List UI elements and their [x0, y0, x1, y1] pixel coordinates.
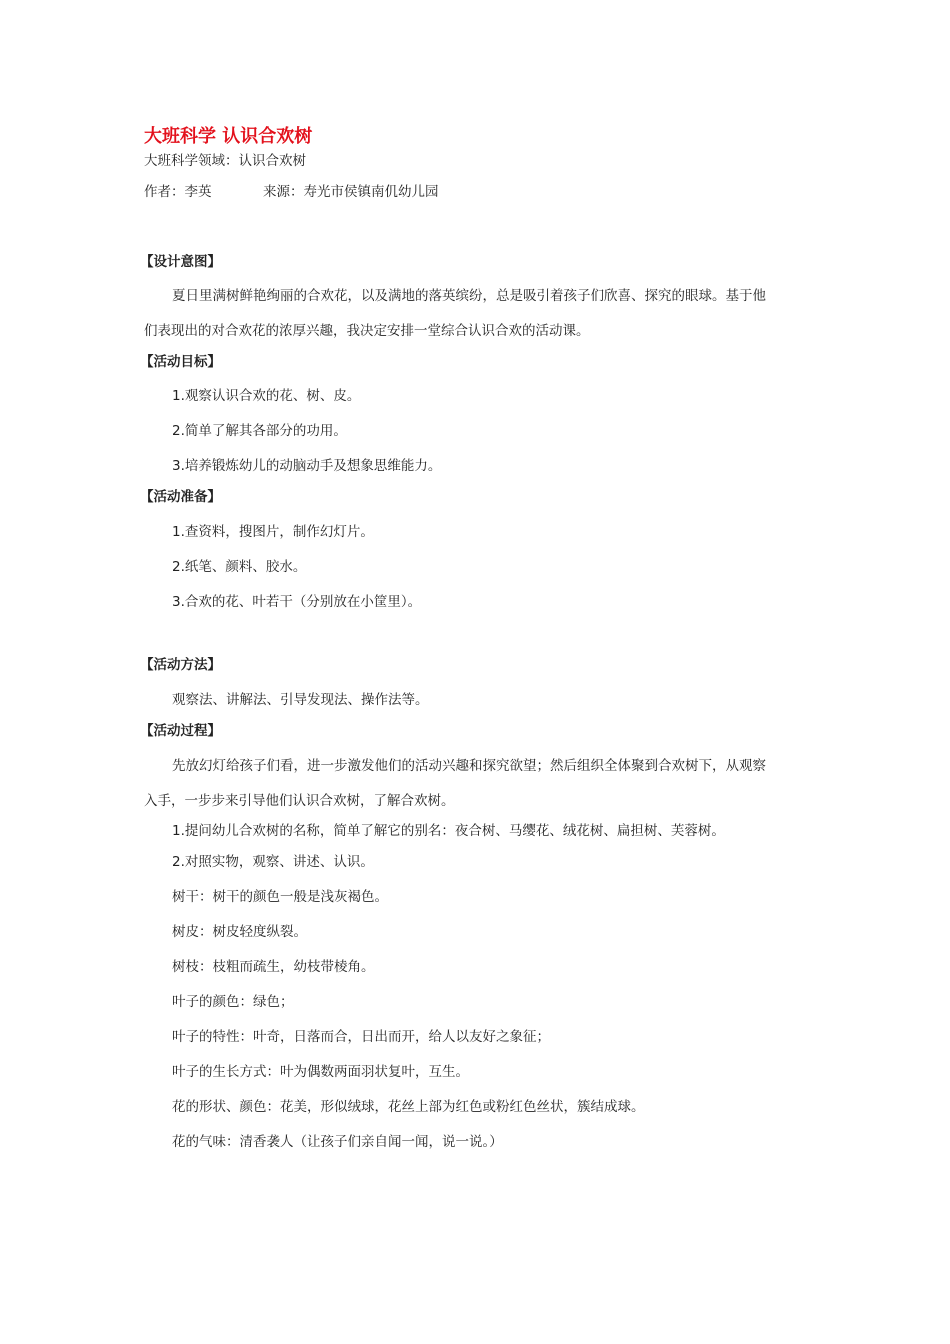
prep-item-text: 查资料，搜图片，制作幻灯片。: [184, 524, 374, 540]
detail-trunk: 树干：树干的颜色一般是浅灰褐色。: [172, 889, 388, 905]
goal-item-3: [172, 457, 441, 475]
prep-item-number: 1.: [172, 524, 185, 540]
prep-item-3: [172, 593, 421, 611]
goal-item-number: 1.: [172, 388, 185, 404]
process-item-text: 对照实物，观察、讲述、认识。: [184, 854, 374, 870]
process-paragraph-line-2: 入手，一步步来引导他们认识合欢树，了解合欢树。: [144, 793, 455, 809]
prep-item-text: 合欢的花、叶若干（分别放在小筐里）。: [184, 594, 422, 610]
goal-item-1: [172, 387, 360, 405]
prep-item-number: 3.: [172, 594, 185, 610]
prep-item-2: [172, 558, 306, 576]
detail-leaf-growth: 叶子的生长方式：叶为偶数两面羽状复叶，互生。: [172, 1064, 469, 1080]
design-heading: 【设计意图】: [140, 254, 221, 270]
process-item-text: 提问幼儿合欢树的名称，简单了解它的别名：夜合树、马缨花、绒花树、扁担树、芙蓉树。: [184, 823, 725, 839]
doc-author: 作者：李英: [144, 184, 212, 200]
goal-item-text: 简单了解其各部分的功用。: [184, 423, 347, 439]
method-heading: 【活动方法】: [140, 657, 221, 673]
goal-item-text: 培养锻炼幼儿的动脑动手及想象思维能力。: [184, 458, 442, 474]
process-heading: 【活动过程】: [140, 723, 221, 739]
goal-item-text: 观察认识合欢的花、树、皮。: [184, 388, 361, 404]
detail-leaf-trait: 叶子的特性：叶奇，日落而合，日出而开，给人以友好之象征；: [172, 1029, 550, 1045]
doc-subtitle: 大班科学领域：认识合欢树: [144, 153, 306, 169]
process-item-number: 1.: [172, 823, 185, 839]
doc-title: 大班科学 认识合欢树: [144, 126, 313, 147]
prep-item-text: 纸笔、颜料、胶水。: [184, 559, 307, 575]
doc-source: 来源：寿光市侯镇南仉幼儿园: [263, 184, 439, 200]
goals-heading: 【活动目标】: [140, 354, 221, 370]
goal-item-2: [172, 422, 347, 440]
process-item-number: 2.: [172, 854, 185, 870]
goal-item-number: 2.: [172, 423, 185, 439]
prep-item-number: 2.: [172, 559, 185, 575]
process-paragraph-line-1: 先放幻灯给孩子们看，进一步激发他们的活动兴趣和探究欲望；然后组织全体聚到合欢树下，从观察: [172, 758, 766, 774]
detail-flower-scent: 花的气味：清香袭人（让孩子们亲自闻一闻，说一说。）: [172, 1134, 503, 1150]
process-item-2: [172, 853, 374, 871]
detail-bark: 树皮：树皮轻度纵裂。: [172, 924, 307, 940]
prep-item-1: [172, 523, 374, 541]
method-text: 观察法、讲解法、引导发现法、操作法等。: [172, 692, 429, 708]
prep-heading: 【活动准备】: [140, 489, 221, 505]
detail-flower-shape: 花的形状、颜色：花美，形似绒球，花丝上部为红色或粉红色丝状，簇结成球。: [172, 1099, 645, 1115]
detail-branch: 树枝：枝粗而疏生，幼枝带棱角。: [172, 959, 375, 975]
design-paragraph-line-1: 夏日里满树鲜艳绚丽的合欢花，以及满地的落英缤纷，总是吸引着孩子们欣喜、探究的眼球。基于他: [172, 288, 766, 304]
detail-leaf-color: 叶子的颜色：绿色；: [172, 994, 294, 1010]
goal-item-number: 3.: [172, 458, 185, 474]
design-paragraph-line-2: 们表现出的对合欢花的浓厚兴趣，我决定安排一堂综合认识合欢的活动课。: [144, 323, 590, 339]
process-item-1: [172, 822, 725, 840]
